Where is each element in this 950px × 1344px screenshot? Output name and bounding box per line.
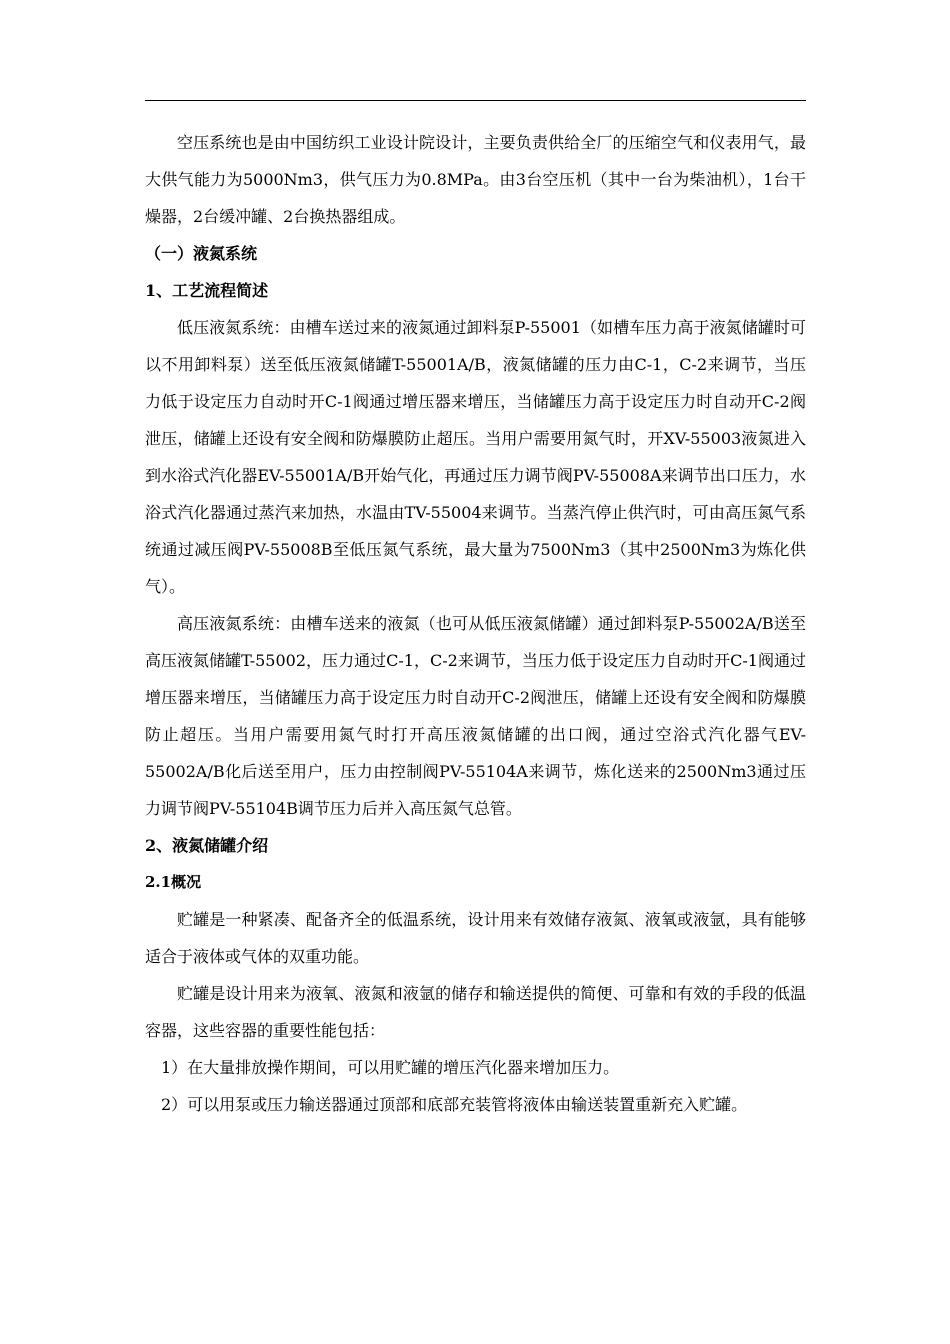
subsection-heading-tank: 2、液氮储罐介绍 [145, 836, 269, 855]
paragraph-high-pressure: 高压液氮系统：由槽车送来的液氮（也可从低压液氮储罐）通过卸料泵P-55002A/B送至高压液氮储罐T-55002，压力通过C-1，C-2来调节，当压力低于设定压力自动时开C-1阀通过增压器来增压，当储罐压力高于设定压力时自动开C-2阀泄压，储罐上还设有安全阀和防爆膜防止超压。当用户需要用氮气时打开高压液氮储罐的出口阀，通过空浴式汽化器气EV-55002A/B化后送至用户，压力由控制阀PV-55104A来调节，炼化送来的2500Nm3通过压力调节阀PV-55104B调节压力后并入高压氮气总管。 [145, 614, 806, 818]
subsection-heading-overview: 2.1概况 [145, 873, 202, 891]
paragraph-air-system: 空压系统也是由中国纺织工业设计院设计，主要负责供给全厂的压缩空气和仪表用气，最大供气能力为5000Nm3，供气压力为0.8MPa。由3台空压机（其中一台为柴油机），1台干燥器，2台缓冲罐、2台换热器组成。 [145, 133, 806, 226]
document-body [145, 124, 806, 1123]
paragraph-low-pressure: 低压液氮系统：由槽车送过来的液氮通过卸料泵P-55001（如槽车压力高于液氮储罐时可以不用卸料泵）送至低压液氮储罐T-55001A/B，液氮储罐的压力由C-1，C-2来调节，当压力低于设定压力自动时开C-1阀通过增压器来增压，当储罐压力高于设定压力时自动开C-2阀泄压，储罐上还设有安全阀和防爆膜防止超压。当用户需要用氮气时，开XV-55003液氮进入到水浴式汽化器EV-55001A/B开始气化，再通过压力调节阀PV-55008A来调节出口压力，水浴式汽化器通过蒸汽来加热，水温由TV-55004来调节。当蒸汽停止供汽时，可由高压氮气系统通过减压阀PV-55008B至低压氮气系统，最大量为7500Nm3（其中2500Nm3为炼化供气）。 [145, 318, 806, 596]
list-item-2: 2）可以用泵或压力输送器通过顶部和底部充装管将液体由输送装置重新充入贮罐。 [161, 1095, 748, 1114]
header-rule [145, 100, 806, 101]
paragraph-tank-features: 贮罐是设计用来为液氧、液氮和液氩的储存和输送提供的简便、可靠和有效的手段的低温容器，这些容器的重要性能包括： [145, 984, 806, 1040]
subsection-heading-process: 1、工艺流程简述 [145, 281, 269, 300]
paragraph-tank-intro: 贮罐是一种紧凑、配备齐全的低温系统，设计用来有效储存液氮、液氧或液氩，具有能够适合于液体或气体的双重功能。 [145, 910, 806, 966]
section-heading-liquid-nitrogen: （一）液氮系统 [145, 244, 258, 263]
list-item-1: 1）在大量排放操作期间，可以用贮罐的增压汽化器来增加压力。 [161, 1058, 620, 1077]
